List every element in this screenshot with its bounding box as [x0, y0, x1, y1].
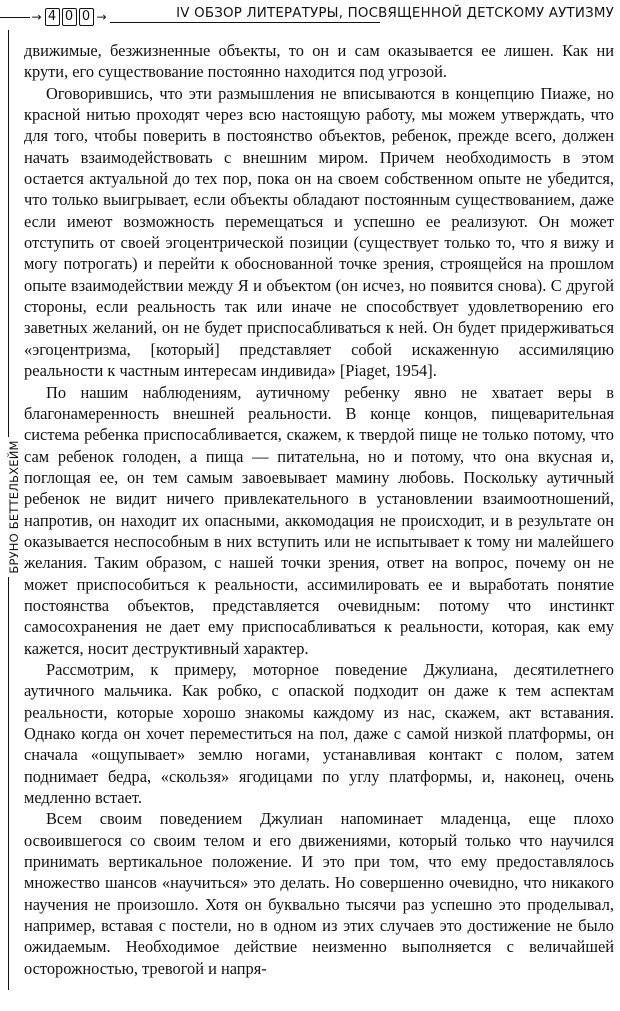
paragraph: Всем своим поведением Джулиан напоминает младенца, еще плохо освоившегося со своим телом и его движениями, который только что научился принимать вертикальное положение. И это при том, что ему предоставлялось множество шансов «научиться» это делать. Но совершенно очевидно, что никакого научения не произошло. Хотя он буквально тысячи раз успешно это проделывал, например, вставая с постели, но в одном из этих случаев это достижение не было ожидаемым. Необходимое действие неизменно выполняется с величайшей осторожностью, тревогой и напря- [24, 809, 614, 978]
page-number-digit: 0 [62, 8, 77, 26]
paragraph: движимые, безжизненные объекты, то он и сам оказывается ее лишен. Как ни крути, его существование постоянно находится под угрозой. [24, 41, 614, 82]
running-header [0, 0, 620, 34]
page-number-digit: 0 [79, 8, 94, 26]
page-number-left-arrow-icon: → [31, 10, 42, 24]
side-running-author: БРУНО БЕТТЕЛЬХЕЙМ [7, 437, 21, 577]
header-rule [110, 22, 380, 23]
page-number-digit: 4 [45, 8, 60, 26]
body-text [24, 40, 614, 979]
page-number [32, 6, 106, 28]
header-left-rule [0, 17, 30, 18]
paragraph: Рассмотрим, к примеру, моторное поведение Джулиана, десятилетнего аутичного мальчика. Как робко, с опаской подходит он даже к тем аспектам реальности, которые хорошо знакомы каждому из нас, скажем, акт вставания. Однако когда он хочет переместиться на пол, даже с самой низкой платформы, он сначала «ощупывает» землю ногами, устанавливая контакт с полом, затем поднимает бедра, «скользя» ягодицами по углу платформы, и, наконец, очень медленно встает. [24, 659, 614, 808]
paragraph: Оговорившись, что эти размышления не вписываются в концепцию Пиаже, но красной нитью проходят через всю настоящую работу, мы можем утверждать, что для того, чтобы поверить в постоянство объектов, ребенок, прежде всего, должен начать взаимодействовать с внешним миром. Причем необходимость в этом остается актуальной до тех пор, пока он на своем собственном опыте не убедится, что только выигрывает, если объекты обладают постоянным существованием, даже если имеют возможность перемещаться и успешно ее реализуют. Он может отступить от своей эгоцентрической позиции (существует только то, что я вижу и могу потрогать) и перейти к обоснованной точке зрения, строящейся на прошлом опыте взаимодействии между Я и объектом (он исчез, но появится снова). С другой стороны, если реальность так или иначе не способствует удовлетворению его заветных желаний, он не будет приспосабливаться к ней. Он будет придерживаться «эгоцентризма, [который] представляет собой искаженную ассимиляцию реальности к частным интересам индивида» [Piaget, 1954]. [24, 83, 614, 381]
page-number-right-arrow-icon: → [96, 10, 107, 24]
page-number-digits [45, 8, 94, 26]
paragraph: По нашим наблюдениям, аутичному ребенку явно не хватает веры в благонамеренность внешней реальности. В конце концов, пищеварительная система ребенка приспосабливается, скажем, к твердой пище не только потому, что сам ребенок голоден, а пища — питательна, но и потому, что она вкусная и, поглощая ее, он тем самым завоевывает мамину любовь. Поскольку аутичный ребенок не видит ничего привлекательного в установлении взаимоотношений, напротив, он находит их опасными, аккомодация не происходит, и в результате он оказывается неспособным в них вступить или не испытывает к тому ни малейшего желания. Таким образом, с нашей точки зрения, ответ на вопрос, почему он не может приспособиться к реальности, ассимилировать ее и выработать понятие постоянства объектов, представляется очевидным: потому что инстинкт самосохранения не дает ему приспосабливаться к реальности, которая, как ему кажется, носит деструктивный характер. [24, 382, 614, 658]
running-title: IV ОБЗОР ЛИТЕРАТУРЫ, ПОСВЯЩЕННОЙ ДЕТСКОМУ АУТИЗМУ [176, 6, 614, 21]
